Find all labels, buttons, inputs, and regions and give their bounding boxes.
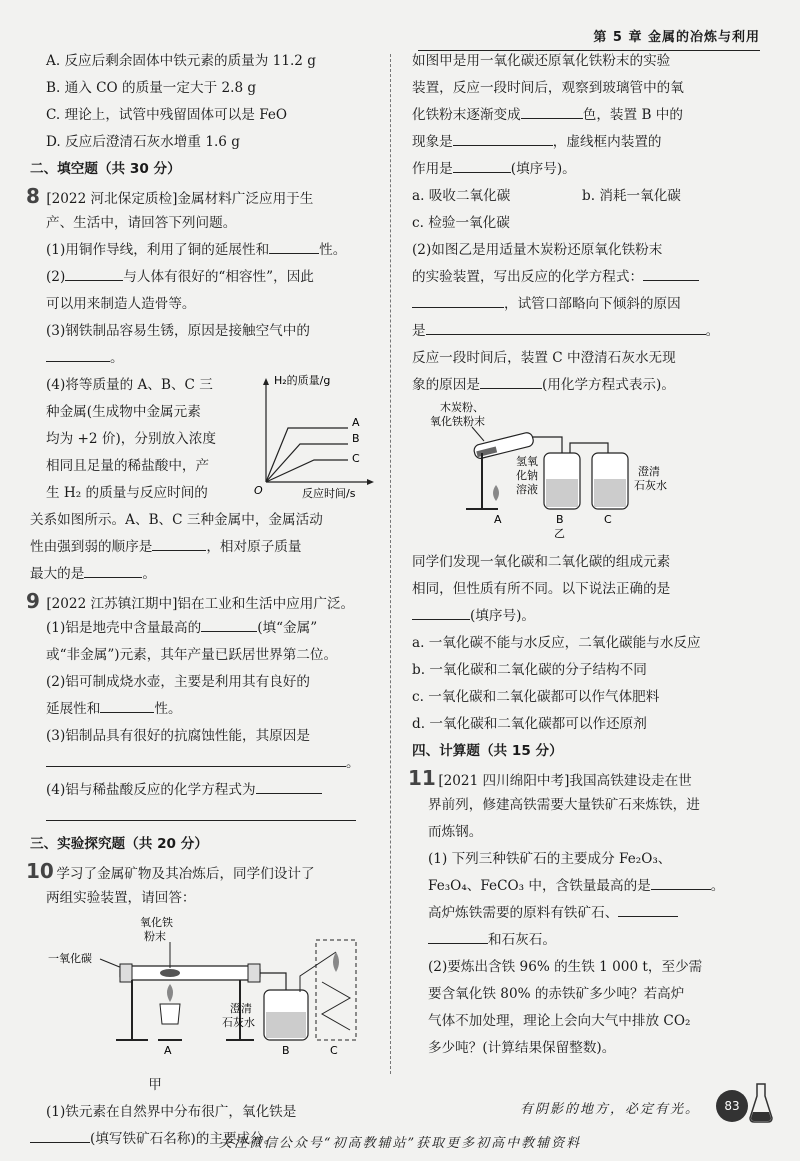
question-9-line: 。 — [30, 750, 370, 777]
question-11-line: 而炼钢。 — [428, 824, 483, 840]
question-11-part-1: (1) 下列三种铁矿石的主要成分 Fe₂O₃、 — [428, 851, 672, 867]
question-9-line: 或“非金属”)元素，其年产量已跃居世界第二位。 — [46, 647, 338, 663]
text-line: 相同，但性质有所不同。以下说法正确的是 — [412, 581, 671, 597]
option-a: a. 一氧化碳不能与水反应，二氧化碳能与水反应 — [412, 635, 701, 651]
series-a-line — [266, 428, 348, 482]
text-line: 同学们发现一氧化碳和二氧化碳的组成元素 — [412, 554, 671, 570]
answer-blank[interactable] — [46, 752, 346, 767]
answer-blank[interactable] — [152, 536, 206, 551]
question-number: 9 — [26, 589, 40, 613]
question-8-line: 产、生活中，请回答下列问题。 — [46, 215, 237, 231]
part-2-line: 是 。 — [412, 318, 758, 345]
question-9-stem: 9 [2022 江苏镇江期中]铝在工业和生活中应用广泛。 — [26, 589, 355, 613]
text-line: 现象是 ，虚线框内装置的 — [412, 129, 758, 156]
question-8-line: 种金属(生成物中金属元素 — [46, 404, 201, 420]
answer-blank[interactable] — [480, 374, 542, 389]
part-2-line: (2)如图乙是用适量木炭粉还原氧化铁粉末 — [412, 242, 663, 258]
answer-blank[interactable] — [521, 104, 583, 119]
question-10-line: 两组实验装置，请回答： — [46, 890, 196, 906]
fig-label-b: B — [282, 1044, 290, 1057]
section-heading-calculation: 四、计算题（共 15 分） — [412, 743, 563, 759]
figure-caption-yi: 乙 — [554, 527, 565, 540]
text-line: (填序号)。 — [412, 603, 758, 630]
text-line: 装置，反应一段时间后，观察到玻璃管中的氧 — [412, 80, 684, 96]
question-8-stem: 8 [2022 河北保定质检]金属材料广泛应用于生 — [26, 184, 314, 208]
answer-blank[interactable] — [651, 875, 711, 890]
answer-blank[interactable] — [618, 902, 678, 917]
apparatus-figure-jia — [30, 912, 370, 1062]
section-heading-experiment: 三、实验探究题（共 20 分） — [30, 836, 208, 852]
options-row: a. 吸收二氧化碳 b. 消耗一氧化碳 — [412, 188, 681, 204]
footer-slogan: 有阴影的地方，必定有光。 — [520, 1102, 701, 1117]
fig2-label-b: B — [556, 513, 564, 526]
fig-label-a: A — [164, 1044, 172, 1057]
fig-label-c: C — [330, 1044, 338, 1057]
answer-blank[interactable] — [426, 320, 706, 335]
text-line: 化铁粉末逐渐变成 色，装置 B 中的 — [412, 102, 758, 129]
right-column — [408, 48, 758, 1062]
flask-icon — [748, 1080, 774, 1124]
question-8-line: (4)将等质量的 A、B、C 三 — [46, 377, 213, 393]
question-11-stem: 11 [2021 四川绵阳中考]我国高铁建设走在世 — [408, 766, 692, 790]
text-line: 作用是 (填序号)。 — [412, 156, 758, 183]
option-c: C. 理论上，试管中残留固体可以是 FeO — [46, 107, 288, 123]
answer-blank[interactable] — [201, 617, 257, 632]
question-11-line: 和石灰石。 — [412, 927, 758, 954]
answer-blank[interactable] — [428, 929, 488, 944]
question-8-line: 生 H₂ 的质量与反应时间的 — [46, 485, 208, 501]
apparatus-figure-yi — [412, 399, 752, 539]
question-9-part-2: (2)铝可制成烧水壶，主要是利用其有良好的 — [46, 674, 310, 690]
answer-blank[interactable] — [453, 158, 511, 173]
answer-blank[interactable] — [46, 347, 110, 362]
h2-mass-graph — [248, 370, 378, 500]
page-number-badge: 83 — [716, 1090, 748, 1122]
part-2-line: 象的原因是 (用化学方程式表示)。 — [412, 372, 758, 399]
question-8-line: 最大的是 。 — [30, 561, 370, 588]
question-8-line: 可以用来制造人造骨等。 — [46, 296, 196, 312]
answer-blank[interactable] — [412, 605, 470, 620]
question-11-line: 气体不加处理，理论上会向大气中排放 CO₂ — [428, 1013, 691, 1029]
graph-origin: O — [254, 484, 263, 497]
answer-blank[interactable] — [643, 266, 699, 281]
fig-label-co: 一氧化碳 — [48, 952, 92, 965]
answer-blank[interactable] — [269, 239, 319, 254]
option-c: c. 检验一氧化碳 — [412, 215, 510, 231]
question-9-part-3: (3)铝制品具有很好的抗腐蚀性能，其原因是 — [46, 728, 310, 744]
question-10-part-1: (1)铁元素在自然界中分布很广，氧化铁是 — [46, 1104, 297, 1120]
fig2-label-naoh-1: 氢氧 — [516, 455, 538, 468]
fig2-label-naoh-3: 溶液 — [516, 483, 538, 496]
question-8-line: 性由强到弱的顺序是 ，相对原子质量 — [30, 534, 370, 561]
question-8-part-3: (3)钢铁制品容易生锈，原因是接触空气中的 — [46, 323, 310, 339]
bottom-promo-note: 关注微信公众号“初高教辅站”获取更多初高中教辅资料 — [218, 1136, 582, 1151]
question-8-part-2: (2) 与人体有很好的“相容性”，因此 — [30, 264, 370, 291]
question-11-line: 多少吨？(计算结果保留整数)。 — [428, 1040, 616, 1056]
answer-blank[interactable] — [65, 266, 123, 281]
question-8-part-3-blank: 。 — [30, 345, 370, 372]
left-column — [26, 48, 370, 1153]
answer-blank[interactable] — [100, 698, 154, 713]
option-b: b. 一氧化碳和二氧化碳的分子结构不同 — [412, 662, 647, 678]
section-heading-fill-blank: 二、填空题（共 30 分） — [30, 161, 181, 177]
question-11-line: 界前列，修建高铁需要大量铁矿石来炼铁，进 — [428, 797, 700, 813]
question-9-part-1: (1)铝是地壳中含量最高的 (填“金属” — [30, 615, 370, 642]
question-11-line: 高炉炼铁需要的原料有铁矿石、 — [412, 900, 758, 927]
part-2-line: ，试管口部略向下倾斜的原因 — [412, 291, 758, 318]
option-d: d. 一氧化碳和二氧化碳都可以作还原剂 — [412, 716, 647, 732]
answer-blank[interactable] — [84, 563, 142, 578]
option-b: B. 通入 CO 的质量一定大于 2.8 g — [46, 80, 257, 96]
question-10-line: (填写铁矿石名称)的主要成分。 — [30, 1126, 370, 1153]
chapter-header: 第 5 章 金属的冶炼与利用 — [593, 30, 760, 45]
column-divider — [390, 54, 391, 1074]
question-8-line: 相同且足量的稀盐酸中，产 — [46, 458, 210, 474]
part-2-line: 反应一段时间后，装置 C 中澄清石灰水无现 — [412, 350, 676, 366]
question-11-line: Fe₃O₄、FeCO₃ 中，含铁量最高的是 。 — [412, 873, 758, 900]
question-8-part-1: (1)用铜作导线，利用了铜的延展性和 性。 — [30, 237, 370, 264]
question-9-part-4: (4)铝与稀盐酸反应的化学方程式为 — [30, 777, 370, 804]
answer-blank[interactable] — [412, 293, 504, 308]
series-c-label: C — [352, 452, 360, 465]
question-9-line: 延展性和 性。 — [30, 696, 370, 723]
fig2-label-a: A — [494, 513, 502, 526]
fig2-label-lime-2: 石灰水 — [634, 479, 667, 492]
graph-y-label: H₂的质量/g — [274, 374, 331, 387]
text-line: 如图甲是用一氧化碳还原氧化铁粉末的实验 — [412, 53, 671, 69]
graph-x-label: 反应时间/s — [302, 487, 356, 500]
question-11-line: 要含氧化铁 80% 的赤铁矿多少吨？若高炉 — [428, 986, 685, 1002]
question-8-line: 关系如图所示。A、B、C 三种金属中，金属活动 — [30, 512, 323, 528]
fig2-label-iron-oxide: 氧化铁粉末 — [430, 415, 485, 428]
glass-tube — [120, 966, 260, 980]
fig-label-lime-2: 石灰水 — [222, 1016, 255, 1029]
option-c: c. 一氧化碳和二氧化碳都可以作气体肥料 — [412, 689, 660, 705]
figure-caption-jia: 甲 — [148, 1077, 162, 1093]
fig-label-powder: 粉末 — [144, 930, 166, 943]
answer-blank[interactable] — [46, 806, 356, 821]
option-d: D. 反应后澄清石灰水增重 1.6 g — [46, 134, 240, 150]
fig2-label-charcoal: 木炭粉、 — [440, 401, 484, 414]
answer-blank[interactable] — [453, 131, 553, 146]
question-8-part-4 — [30, 372, 370, 507]
option-a: A. 反应后剩余固体中铁元素的质量为 11.2 g — [46, 53, 316, 69]
question-11-part-2: (2)要炼出含铁 96% 的生铁 1 000 t，至少需 — [428, 959, 703, 975]
fig-label-lime-1: 澄清 — [230, 1002, 252, 1015]
fig2-label-naoh-2: 化钠 — [516, 469, 538, 482]
fig2-label-c: C — [604, 513, 612, 526]
part-2-line: 的实验装置，写出反应的化学方程式： — [412, 264, 758, 291]
question-number: 11 — [408, 766, 436, 790]
question-number: 10 — [26, 859, 54, 883]
series-a-label: A — [352, 416, 360, 429]
fig2-label-lime-1: 澄清 — [638, 465, 660, 478]
question-8-line: 均为 +2 价)，分别放入浓度 — [46, 431, 216, 447]
series-c-line — [266, 460, 348, 482]
fig-label-iron-oxide: 氧化铁 — [140, 916, 173, 929]
answer-blank[interactable] — [256, 779, 322, 794]
series-b-label: B — [352, 432, 360, 445]
question-10-stem: 10 学习了金属矿物及其冶炼后，同学们设计了 — [26, 859, 315, 883]
question-9-line — [30, 804, 370, 831]
question-number: 8 — [26, 184, 40, 208]
